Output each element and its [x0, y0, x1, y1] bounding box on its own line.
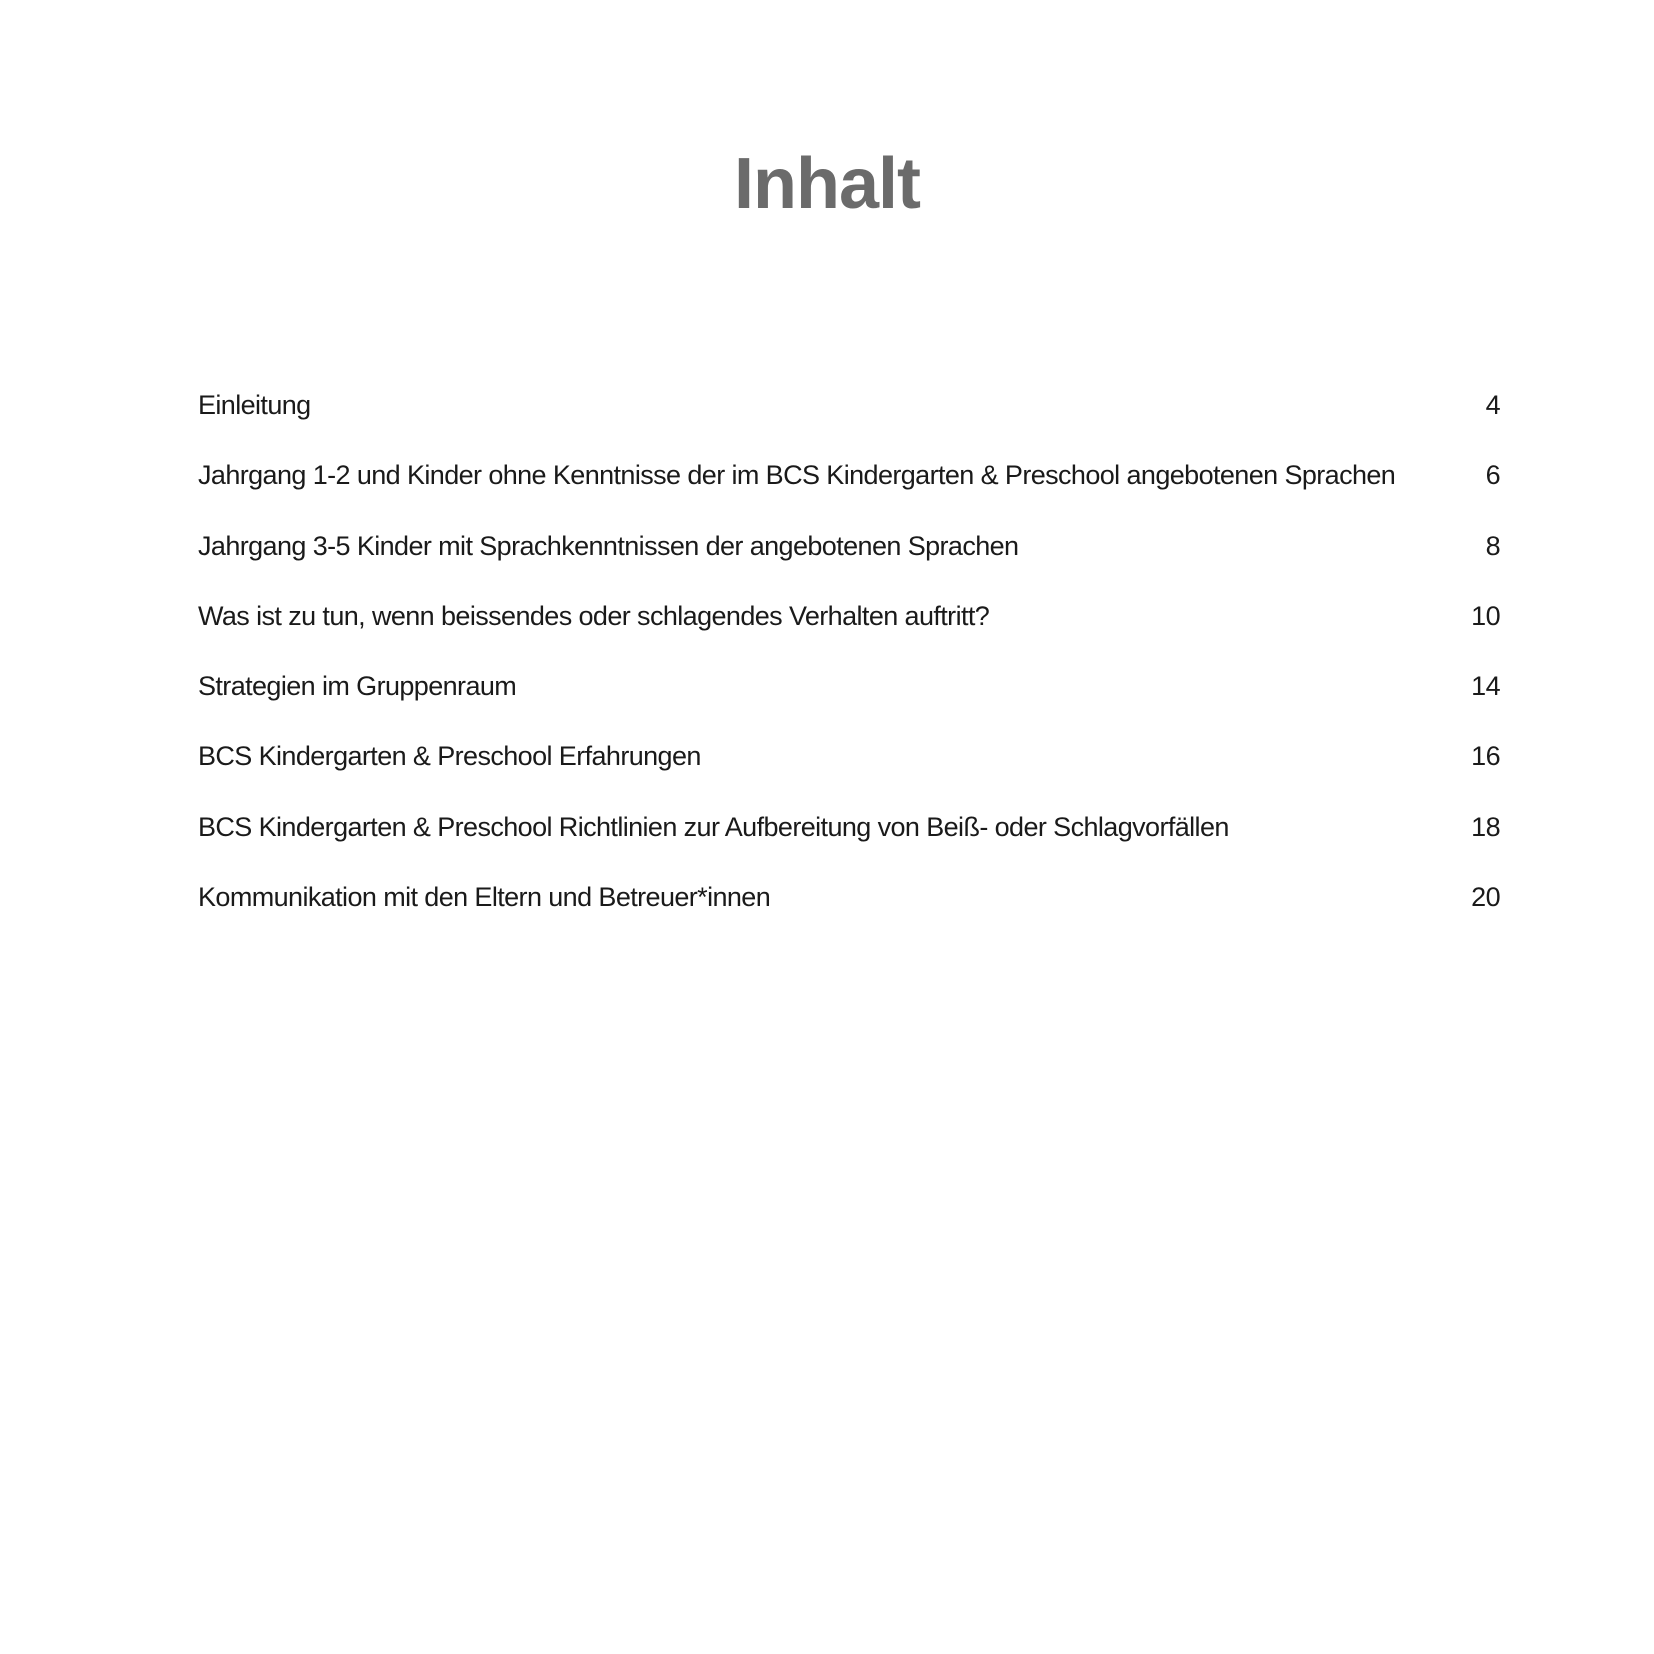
toc-entry-page-number: 16	[1471, 741, 1500, 772]
toc-entry-richtlinien[interactable]	[198, 812, 1500, 882]
toc-entry-page-number: 18	[1471, 811, 1500, 842]
toc-entry-title: Einleitung	[198, 390, 311, 420]
toc-entry-page-number: 6	[1485, 460, 1500, 491]
toc-entry-title: Strategien im Gruppenraum	[198, 671, 517, 702]
toc-entry-page-number: 20	[1471, 882, 1500, 913]
toc-entry-jahrgang-1-2[interactable]	[198, 460, 1500, 530]
toc-entry-title: Jahrgang 1-2 und Kinder ohne Kenntnisse der im BCS Kindergarten & Preschool angebotenen Sprachen	[198, 460, 1396, 491]
toc-entry-jahrgang-3-5[interactable]	[198, 531, 1500, 601]
toc-entry-page-number: 4	[1485, 390, 1500, 420]
toc-entry-kommunikation[interactable]	[198, 882, 1500, 952]
toc-entry-title: Jahrgang 3-5 Kinder mit Sprachkenntnissen der angebotenen Sprachen	[198, 530, 1019, 561]
toc-entry-was-ist-zu-tun[interactable]	[198, 601, 1500, 671]
page-title: Inhalt	[734, 144, 920, 224]
toc-entry-title: Was ist zu tun, wenn beissendes oder schlagendes Verhalten auftritt?	[198, 600, 990, 631]
toc-entry-erfahrungen[interactable]	[198, 741, 1500, 811]
toc-entry-einleitung[interactable]	[198, 390, 1500, 460]
toc-entry-title: Kommunikation mit den Eltern und Betreuer*innen	[198, 882, 771, 913]
toc-entry-title: BCS Kindergarten & Preschool Richtlinien zur Aufbereitung von Beiß- oder Schlagvorfällen	[198, 811, 1229, 842]
toc-entry-title: BCS Kindergarten & Preschool Erfahrungen	[198, 741, 701, 772]
toc-entry-strategien[interactable]	[198, 671, 1500, 741]
toc-entry-page-number: 8	[1485, 530, 1500, 561]
table-of-contents	[198, 390, 1500, 952]
toc-entry-page-number: 14	[1471, 671, 1500, 702]
toc-entry-page-number: 10	[1471, 600, 1500, 631]
